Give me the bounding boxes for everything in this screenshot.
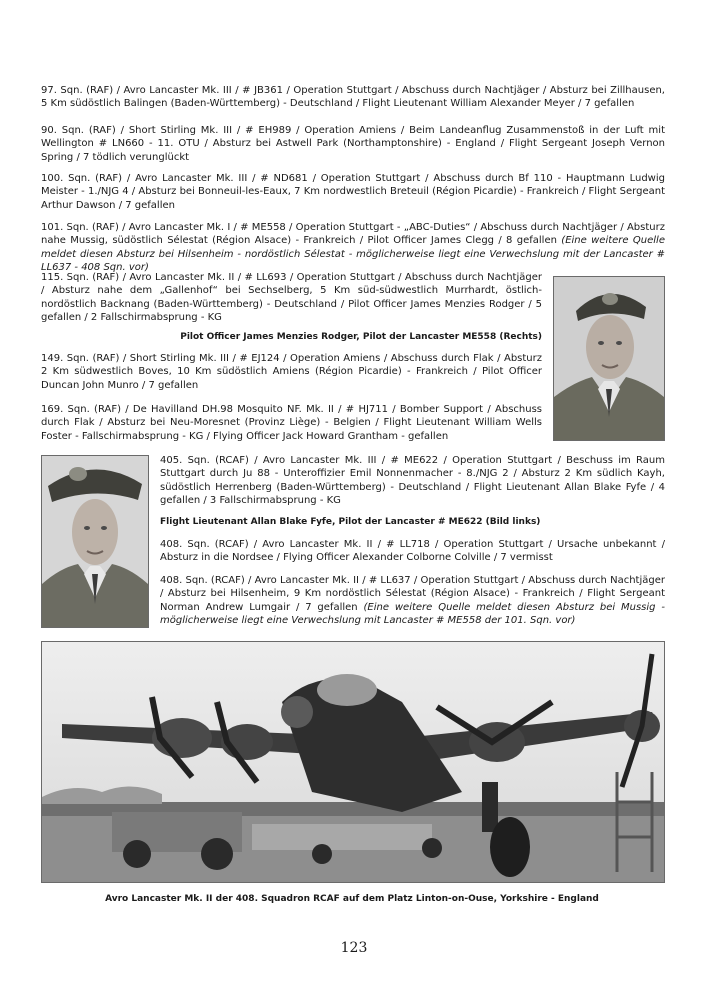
entry-text: 90. Sqn. (RAF) / Short Stirling Mk. III / # EH989 / Operation Amiens / Beim Landeanflug Zusammenstoß in der Luft mit Wellington # LN660 - 11. OTU / Absturz bei Astwell Park (Northamptonshire) - England / Flight Sergeant Joseph Vernon Spring / 7 tödlich verunglückt — [41, 125, 665, 163]
portrait-rodger-photo — [553, 276, 665, 441]
caption-fyfe: Flight Lieutenant Allan Blake Fyfe, Pilot der Lancaster # ME622 (Bild links) — [160, 517, 541, 527]
entry-405-sqn — [160, 454, 665, 508]
entry-text: 97. Sqn. (RAF) / Avro Lancaster Mk. III / # JB361 / Operation Stuttgart / Abschuss durch Nachtjäger / Absturz bei Zillhausen, 5 Km südöstlich Balingen (Baden-Württemberg) - Deutschland / Flight Lieutenant William Alexander Meyer / 7 gefallen — [41, 85, 665, 110]
entry-90-sqn — [41, 124, 665, 164]
portrait-illustration — [42, 456, 148, 627]
entry-text: 408. Sqn. (RCAF) / Avro Lancaster Mk. II / # LL718 / Operation Stuttgart / Ursache unbekannt / Absturz in die Nordsee / Flying Officer Alexander Colborne Colville / 7 vermisst — [160, 539, 665, 564]
entry-text: 408. Sqn. (RCAF) / Avro Lancaster Mk. II / # LL637 / Operation Stuttgart / Abschuss durch Nachtjäger / Absturz bei Hilsenheim, 9 Km nordöstlich Sélestat (Région Alsace) - Frankreich / Flight Sergeant Norman Andrew Lumgair / 7 gefallen — [160, 575, 665, 613]
entry-text: 100. Sqn. (RAF) / Avro Lancaster Mk. III / # ND681 / Operation Stuttgart / Abschuss durch Bf 110 - Hauptmann Ludwig Meister - 1./NJG 4 / Absturz bei Bonneuil-les-Eaux, 7 Km nordwestlich Breteuil (Région Picardie) - Frankreich / Flight Sergeant Arthur Dawson / 7 gefallen — [41, 173, 665, 211]
entry-text: 405. Sqn. (RCAF) / Avro Lancaster Mk. III / # ME622 / Operation Stuttgart / Beschuss im Raum Stuttgart durch Ju 88 - Unteroffizier Emil Nonnenmacher - 8./NJG 2 / Absturz 2 Km südlich Kayh, südöstlich Herrenberg (Baden-Württemberg) - Deutschland / Flight Lieutenant Allan Blake Fyfe / 4 gefallen / 3 Fallschirmabsprung - KG — [160, 455, 665, 507]
entry-408-sqn-ll637 — [160, 574, 665, 628]
entry-169-sqn — [41, 403, 542, 443]
entry-text: 149. Sqn. (RAF) / Short Stirling Mk. III / # EJ124 / Operation Amiens / Abschuss durch Flak / Absturz 2 Km südwestlich Boves, 10 Km südöstlich Amiens (Région Picardie) - Frankreich / Pilot Officer Duncan John Munro / 7 gefallen — [41, 353, 542, 391]
entry-149-sqn — [41, 352, 542, 392]
entry-408-sqn-ll718 — [160, 538, 665, 565]
entry-115-sqn — [41, 271, 542, 325]
caption-aircraft: Avro Lancaster Mk. II der 408. Squadron RCAF auf dem Platz Linton-on-Ouse, Yorkshire - England — [105, 894, 599, 904]
aircraft-photo — [41, 641, 665, 883]
entry-text: 115. Sqn. (RAF) / Avro Lancaster Mk. II / # LL693 / Operation Stuttgart / Abschuss durch Nachtjäger / Absturz nahe dem „Gallenhof“ bei Sechselberg, 5 Km süd-südwestlich Murrhardt, östlich-nordöstlich Backnang (Baden-Württemberg) - Deutschland / Pilot Officer James Menzies Rodger / 5 gefallen / 2 Fallschirmabsprung - KG — [41, 272, 542, 324]
page-number: 123 — [340, 940, 368, 956]
entry-note: (Eine weitere Quelle meldet diesen Absturz bei Hilsenheim - nordöstlich Sélestat - möglicherweise liegt eine Verwechslung mit der Lancaster # LL637 - 408 Sqn. vor) — [41, 235, 665, 274]
entry-100-sqn — [41, 172, 665, 212]
entry-text: 101. Sqn. (RAF) / Avro Lancaster Mk. I / # ME558 / Operation Stuttgart - „ABC-Duties“ / Abschuss durch Nachtjäger / Absturz nahe Mussig, südöstlich Sélestat (Région Alsace) - Frankreich / Pilot Officer James Clegg / 8 gefallen — [41, 222, 665, 247]
entry-101-sqn — [41, 221, 665, 275]
portrait-illustration — [554, 277, 664, 440]
entry-text: 169. Sqn. (RAF) / De Havilland DH.98 Mosquito NF. Mk. II / # HJ711 / Bomber Support / Abschuss durch Flak / Absturz bei Neu-Moresnet (Provinz Liège) - Belgien / Flight Lieutenant William Wells Foster - Fallschirmabsprung - KG / Flying Officer Jack Howard Grantham - gefallen — [41, 404, 542, 442]
caption-rodger: Pilot Officer James Menzies Rodger, Pilot der Lancaster ME558 (Rechts) — [180, 332, 542, 342]
lancaster-illustration — [42, 642, 664, 882]
entry-97-sqn — [41, 84, 665, 111]
entry-note: (Eine weitere Quelle meldet diesen Absturz bei Mussig - möglicherweise liegt eine Verwechslung mit Lancaster # ME558 der 101. Sqn. vor) — [160, 601, 665, 627]
portrait-fyfe-photo — [41, 455, 149, 628]
